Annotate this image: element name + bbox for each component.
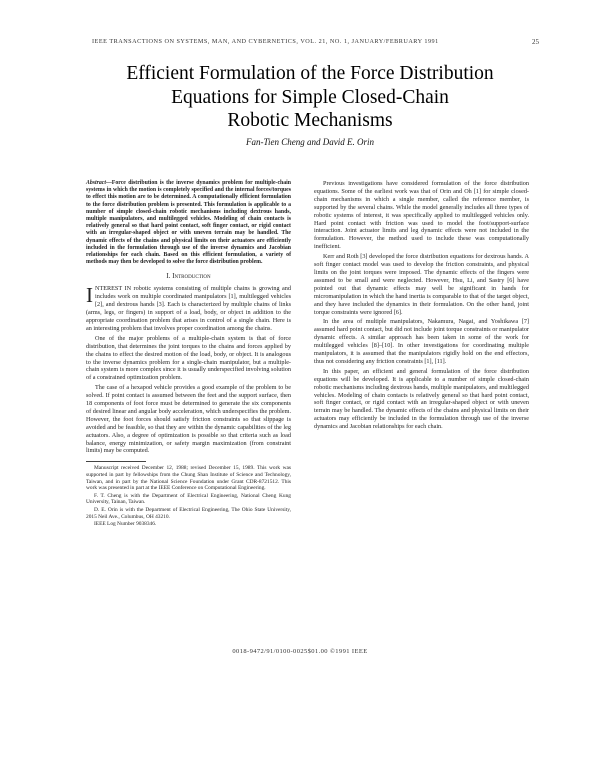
- paper-title: [60, 62, 560, 133]
- body-paragraph: Kerr and Roth [3] developed the force distribution equations for dextrous hands. A soft finger contact model was used to develop the friction constraints, and physical limits on the joint torques were imposed. The dynamic effects of the fingers were assumed to be small and were neglected. However, Hsu, Li, and Sastry [6] have pointed out that dynamic effects may well be significant in hands for micromanipulation in which the hand inertia is comparable to that of the target object, and they have included the dynamics in their formulation. On the other hand, joint torque constraints were ignored [6].: [314, 253, 529, 316]
- abstract-label: Abstract: [86, 180, 106, 186]
- author-line: Fan-Tien Cheng and David E. Orin: [246, 137, 374, 147]
- abstract: [86, 180, 291, 266]
- title-line-1: Efficient Formulation of the Force Distribution: [126, 63, 494, 84]
- drop-cap: I: [86, 283, 93, 308]
- title-line-3: Robotic Mechanisms: [227, 110, 393, 131]
- running-header: IEEE TRANSACTIONS ON SYSTEMS, MAN, AND CYBERNETICS, VOL. 21, NO. 1, JANUARY/FEBRUARY 1991: [92, 38, 439, 45]
- body-paragraph: The case of a hexapod vehicle provides a good example of the problem to be solved. If point contact is assumed between the feet and the support surface, then 18 components of foot force must be determined to generate the six components of desired linear and angular body acceleration, which underspecifies the problem. However, the foot forces should satisfy friction constraints so that slippage is avoided and be feasible, so that they are within the dynamic capabilities of the leg actuators. Also, a degree of optimization is possible so that criteria such as load balance, energy minimization, or safety margin maximization (from constraint limits) may be computed.: [86, 384, 291, 455]
- body-paragraph: In this paper, an efficient and general formulation of the force distribution equations will be developed. It is applicable to a number of simple closed-chain robotic mechanisms including dextrous hands, multiple manipulators, and multilegged vehicles. Modeling of chain contacts is relatively general so that hard point contact, soft finger contact, or rigid contact with an irregular-shaped object or with uneven terrain may be handled. The dynamic effects of the chains and physical limits on their actuators may efficiently be included in the formulation through use of the inverse dynamics and Jacobian relationships for each chain.: [314, 367, 529, 431]
- body-paragraph: In the area of multiple manipulators, Nakamura, Nagai, and Yoshikawa [7] assumed hard point contact, but did not include joint torque constraints or manipulator dynamic effects. A similar approach has been taken in some of the work for multilegged vehicles [8]–[10]. In other investigations for coordinating multiple manipulators, it is assumed that the manipulators rigidly hold on the end effectors, thus not considering any friction constraints [1], [11].: [314, 318, 529, 365]
- page-number: 25: [532, 38, 539, 46]
- copyright-line: 0018-9472/91/0100-0025$01.00 ©1991 IEEE: [232, 648, 368, 655]
- footnote: Manuscript received December 12, 1988; revised December 15, 1989. This work was supported in part by fellowships from the Chung Shan Institute of Science and Technology, Taiwan, and in part by the National Science Foundation under Grant CDR-8721512. This work was presented in part at the IEEE Conference on Computational Engineering.: [86, 465, 291, 492]
- section-heading-introduction: I. Introduction: [166, 272, 211, 281]
- footnote: F. T. Cheng is with the Department of Electrical Engineering, National Cheng Kung University, Tainan, Taiwan.: [86, 492, 291, 506]
- left-column: [86, 180, 291, 529]
- footnote: D. E. Orin is with the Department of Electrical Engineering, The Ohio State University, 2015 Neil Ave., Columbus, OH 43210.: [86, 506, 291, 520]
- right-column: [314, 180, 529, 433]
- abstract-text: —Force distribution is the inverse dynamics problem for multiple-chain systems in which the motion is completely specified and the internal forces/torques to effect this motion are to be determined. A computationally efficient formulation to the force distribution problem is presented. This formulation is applicable to a number of simple closed-chain robotic mechanisms including dextrous hands, multiple manipulators, and multilegged vehicles. Modeling of chain contacts is relatively general so that hard point contact, soft finger contact, or rigid contact with an irregular-shaped object or with uneven terrain may be handled. The dynamic effects of the chains and physical limits on their actuators are efficiently included in the formulation through use of the inverse dynamics and Jacobian relationships for each chain. Based on this efficient formulation, a variety of methods may then be developed to solve the force distribution problem.: [86, 180, 291, 266]
- footnote-divider: [86, 461, 146, 462]
- body-paragraph: One of the major problems of a multiple-chain system is that of force distribution, that determines the joint torques to the chains and forces applied by the chains to effect the desired motion of the load, body, or object. It is analogous to the inverse dynamics problem for a single-chain manipulator, but a multiple-chain system is more complex since it is usually underspecified involving solution of a constrained optimization problem.: [86, 334, 291, 382]
- footnote: IEEE Log Number 9038346.: [94, 521, 157, 528]
- body-paragraph: Previous investigations have considered formulation of the force distribution equations. Some of the earliest work was that of Orin and Oh [1] for simple closed-chain mechanisms in which a single member, called the reference member, is supported by the several chains. While the model generally includes all three types of robotic systems of interest, it was specifically applied to multilegged vehicles only. Hard point contact with friction was used to model the foot/support-surface interaction. Joint actuator limits and leg dynamic effects were not included in the formulation. However, the method used to include these was computationally inefficient.: [314, 180, 529, 251]
- body-paragraph: INTEREST IN robotic systems consisting of multiple chains is growing and includes work on multiple coordinated manipulators [1], multilegged vehicles [2], and dextrous hands [3]. Each is characterized by multiple chains of links (arms, legs, or fingers) in support of a load, body, or object in addition to the appropriate coordination problem that arises in control of a single chain. Here is an interesting problem that involves proper coordination among the chains.: [86, 283, 291, 332]
- title-line-2: Equations for Simple Closed-Chain: [171, 86, 449, 108]
